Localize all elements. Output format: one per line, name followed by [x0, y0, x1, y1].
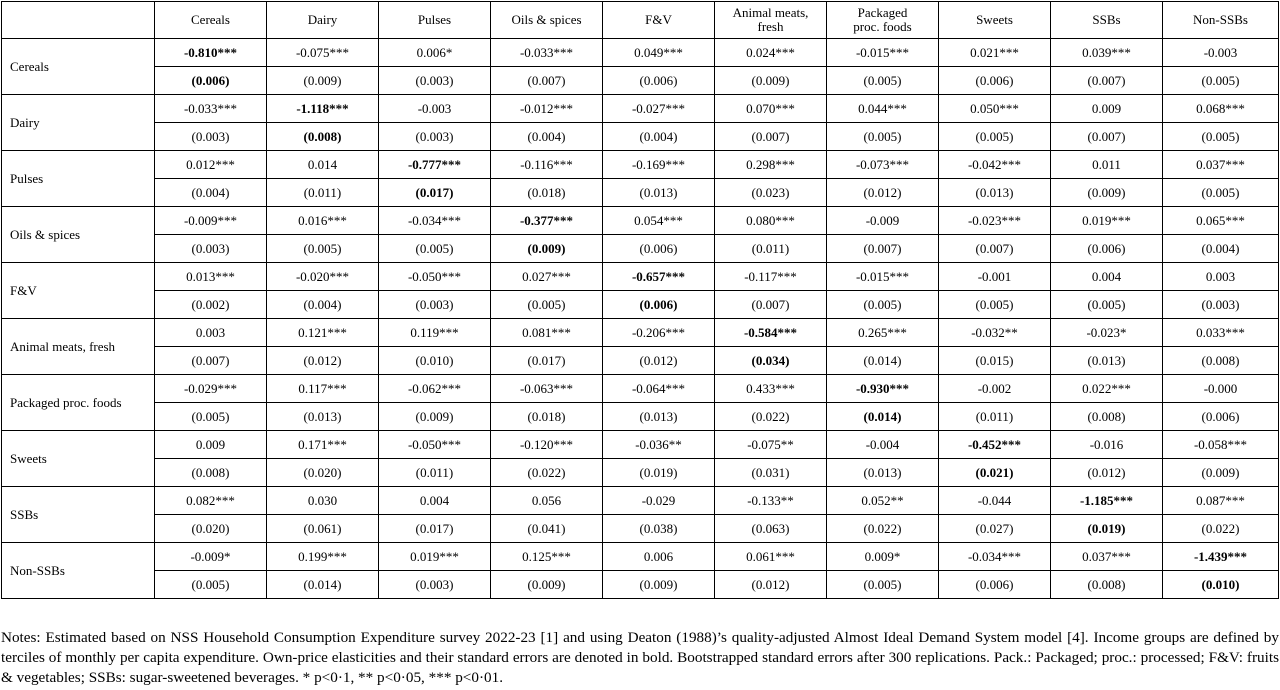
- std-error-cell: (0.003): [1163, 291, 1279, 319]
- std-error-cell: (0.006): [1163, 403, 1279, 431]
- estimate-cell: 0.009: [1051, 95, 1163, 123]
- estimate-cell: 0.016***: [267, 207, 379, 235]
- std-error-cell: (0.005): [155, 571, 267, 599]
- std-error-cell: (0.005): [827, 123, 939, 151]
- std-error-cell: (0.006): [603, 235, 715, 263]
- estimate-cell: -0.075**: [715, 431, 827, 459]
- estimate-cell: -1.439***: [1163, 543, 1279, 571]
- row-label: Pulses: [2, 151, 155, 207]
- std-error-cell: (0.031): [715, 459, 827, 487]
- std-error-cell: (0.003): [379, 291, 491, 319]
- estimate-cell: 0.009*: [827, 543, 939, 571]
- std-error-cell: (0.005): [1163, 123, 1279, 151]
- estimate-cell: 0.052**: [827, 487, 939, 515]
- estimate-cell: -0.062***: [379, 375, 491, 403]
- std-error-cell: (0.007): [715, 123, 827, 151]
- std-error-cell: (0.005): [827, 291, 939, 319]
- estimate-cell: -0.023***: [939, 207, 1051, 235]
- estimate-cell: 0.021***: [939, 39, 1051, 67]
- estimate-cell: 0.049***: [603, 39, 715, 67]
- table-row: [2, 235, 1279, 263]
- estimate-cell: -0.075***: [267, 39, 379, 67]
- estimate-cell: -0.003: [379, 95, 491, 123]
- row-label: F&V: [2, 263, 155, 319]
- header-row: [2, 2, 1279, 39]
- estimate-cell: -0.015***: [827, 263, 939, 291]
- std-error-cell: (0.014): [827, 403, 939, 431]
- row-label: Cereals: [2, 39, 155, 95]
- std-error-cell: (0.007): [491, 67, 603, 95]
- table-row: [2, 403, 1279, 431]
- std-error-cell: (0.017): [379, 179, 491, 207]
- column-header: Cereals: [155, 2, 267, 39]
- estimate-cell: -0.000: [1163, 375, 1279, 403]
- std-error-cell: (0.009): [267, 67, 379, 95]
- std-error-cell: (0.004): [1163, 235, 1279, 263]
- column-header: SSBs: [1051, 2, 1163, 39]
- estimate-cell: -0.657***: [603, 263, 715, 291]
- elasticity-table: [1, 1, 1279, 599]
- std-error-cell: (0.012): [267, 347, 379, 375]
- row-label: Animal meats, fresh: [2, 319, 155, 375]
- std-error-cell: (0.011): [939, 403, 1051, 431]
- estimate-cell: 0.080***: [715, 207, 827, 235]
- std-error-cell: (0.008): [267, 123, 379, 151]
- estimate-cell: -0.050***: [379, 263, 491, 291]
- estimate-cell: 0.033***: [1163, 319, 1279, 347]
- std-error-cell: (0.005): [491, 291, 603, 319]
- std-error-cell: (0.018): [491, 403, 603, 431]
- std-error-cell: (0.009): [1163, 459, 1279, 487]
- std-error-cell: (0.006): [155, 67, 267, 95]
- std-error-cell: (0.022): [715, 403, 827, 431]
- table-row: [2, 207, 1279, 235]
- estimate-cell: -0.033***: [155, 95, 267, 123]
- std-error-cell: (0.003): [155, 235, 267, 263]
- estimate-cell: 0.265***: [827, 319, 939, 347]
- std-error-cell: (0.022): [1163, 515, 1279, 543]
- estimate-cell: 0.117***: [267, 375, 379, 403]
- std-error-cell: (0.027): [939, 515, 1051, 543]
- row-label: Sweets: [2, 431, 155, 487]
- estimate-cell: 0.050***: [939, 95, 1051, 123]
- std-error-cell: (0.004): [267, 291, 379, 319]
- std-error-cell: (0.023): [715, 179, 827, 207]
- table-row: [2, 459, 1279, 487]
- std-error-cell: (0.041): [491, 515, 603, 543]
- std-error-cell: (0.002): [155, 291, 267, 319]
- std-error-cell: (0.061): [267, 515, 379, 543]
- estimate-cell: 0.054***: [603, 207, 715, 235]
- estimate-cell: -0.016: [1051, 431, 1163, 459]
- std-error-cell: (0.006): [939, 67, 1051, 95]
- column-header: Pulses: [379, 2, 491, 39]
- estimate-cell: -0.009: [827, 207, 939, 235]
- estimate-cell: 0.011: [1051, 151, 1163, 179]
- std-error-cell: (0.015): [939, 347, 1051, 375]
- estimate-cell: -0.377***: [491, 207, 603, 235]
- table-row: [2, 263, 1279, 291]
- estimate-cell: 0.433***: [715, 375, 827, 403]
- estimate-cell: -0.023*: [1051, 319, 1163, 347]
- std-error-cell: (0.005): [939, 291, 1051, 319]
- column-header: Sweets: [939, 2, 1051, 39]
- std-error-cell: (0.007): [827, 235, 939, 263]
- estimate-cell: -0.044: [939, 487, 1051, 515]
- std-error-cell: (0.005): [267, 235, 379, 263]
- estimate-cell: 0.171***: [267, 431, 379, 459]
- estimate-cell: 0.037***: [1163, 151, 1279, 179]
- std-error-cell: (0.063): [715, 515, 827, 543]
- estimate-cell: 0.039***: [1051, 39, 1163, 67]
- estimate-cell: 0.012***: [155, 151, 267, 179]
- std-error-cell: (0.018): [491, 179, 603, 207]
- std-error-cell: (0.005): [155, 403, 267, 431]
- table-row: [2, 571, 1279, 599]
- estimate-cell: -0.930***: [827, 375, 939, 403]
- estimate-cell: -0.810***: [155, 39, 267, 67]
- estimate-cell: 0.298***: [715, 151, 827, 179]
- estimate-cell: -0.064***: [603, 375, 715, 403]
- estimate-cell: 0.070***: [715, 95, 827, 123]
- table-row: [2, 431, 1279, 459]
- std-error-cell: (0.008): [155, 459, 267, 487]
- std-error-cell: (0.009): [1051, 179, 1163, 207]
- std-error-cell: (0.013): [939, 179, 1051, 207]
- estimate-cell: 0.022***: [1051, 375, 1163, 403]
- std-error-cell: (0.011): [267, 179, 379, 207]
- std-error-cell: (0.005): [379, 235, 491, 263]
- estimate-cell: -0.029: [603, 487, 715, 515]
- std-error-cell: (0.005): [1163, 67, 1279, 95]
- table-row: [2, 179, 1279, 207]
- estimate-cell: 0.013***: [155, 263, 267, 291]
- estimate-cell: -0.034***: [379, 207, 491, 235]
- std-error-cell: (0.006): [603, 291, 715, 319]
- std-error-cell: (0.003): [155, 123, 267, 151]
- std-error-cell: (0.022): [491, 459, 603, 487]
- std-error-cell: (0.005): [1163, 179, 1279, 207]
- table-row: [2, 319, 1279, 347]
- estimate-cell: -0.584***: [715, 319, 827, 347]
- estimate-cell: 0.024***: [715, 39, 827, 67]
- std-error-cell: (0.005): [827, 67, 939, 95]
- estimate-cell: -0.033***: [491, 39, 603, 67]
- estimate-cell: -0.001: [939, 263, 1051, 291]
- estimate-cell: -0.027***: [603, 95, 715, 123]
- std-error-cell: (0.007): [715, 291, 827, 319]
- table-row: [2, 487, 1279, 515]
- std-error-cell: (0.007): [155, 347, 267, 375]
- std-error-cell: (0.012): [1051, 459, 1163, 487]
- row-label: Non-SSBs: [2, 543, 155, 599]
- std-error-cell: (0.006): [939, 571, 1051, 599]
- std-error-cell: (0.010): [379, 347, 491, 375]
- std-error-cell: (0.007): [1051, 123, 1163, 151]
- estimate-cell: 0.082***: [155, 487, 267, 515]
- estimate-cell: -0.004: [827, 431, 939, 459]
- estimate-cell: -0.452***: [939, 431, 1051, 459]
- estimate-cell: -0.063***: [491, 375, 603, 403]
- table-row: [2, 347, 1279, 375]
- estimate-cell: -0.073***: [827, 151, 939, 179]
- std-error-cell: (0.022): [827, 515, 939, 543]
- estimate-cell: -0.009*: [155, 543, 267, 571]
- std-error-cell: (0.009): [379, 403, 491, 431]
- column-header: Oils & spices: [491, 2, 603, 39]
- estimate-cell: 0.027***: [491, 263, 603, 291]
- std-error-cell: (0.004): [603, 123, 715, 151]
- estimate-cell: -0.042***: [939, 151, 1051, 179]
- std-error-cell: (0.013): [267, 403, 379, 431]
- std-error-cell: (0.010): [1163, 571, 1279, 599]
- table-row: [2, 39, 1279, 67]
- std-error-cell: (0.003): [379, 123, 491, 151]
- std-error-cell: (0.005): [939, 123, 1051, 151]
- estimate-cell: -0.117***: [715, 263, 827, 291]
- std-error-cell: (0.017): [379, 515, 491, 543]
- column-header: Dairy: [267, 2, 379, 39]
- table-row: [2, 375, 1279, 403]
- estimate-cell: 0.125***: [491, 543, 603, 571]
- std-error-cell: (0.006): [603, 67, 715, 95]
- estimate-cell: 0.119***: [379, 319, 491, 347]
- estimate-cell: -0.020***: [267, 263, 379, 291]
- std-error-cell: (0.007): [1051, 67, 1163, 95]
- estimate-cell: 0.004: [379, 487, 491, 515]
- std-error-cell: (0.013): [827, 459, 939, 487]
- std-error-cell: (0.019): [1051, 515, 1163, 543]
- estimate-cell: -0.015***: [827, 39, 939, 67]
- estimate-cell: 0.044***: [827, 95, 939, 123]
- std-error-cell: (0.009): [491, 235, 603, 263]
- std-error-cell: (0.019): [603, 459, 715, 487]
- estimate-cell: -0.133**: [715, 487, 827, 515]
- estimate-cell: 0.081***: [491, 319, 603, 347]
- std-error-cell: (0.013): [603, 403, 715, 431]
- estimate-cell: -0.029***: [155, 375, 267, 403]
- std-error-cell: (0.011): [715, 235, 827, 263]
- std-error-cell: (0.021): [939, 459, 1051, 487]
- estimate-cell: 0.121***: [267, 319, 379, 347]
- column-header: Animal meats, fresh: [715, 2, 827, 39]
- std-error-cell: (0.003): [379, 571, 491, 599]
- estimate-cell: 0.003: [155, 319, 267, 347]
- std-error-cell: (0.004): [155, 179, 267, 207]
- estimate-cell: -0.012***: [491, 95, 603, 123]
- row-label: SSBs: [2, 487, 155, 543]
- std-error-cell: (0.008): [1051, 571, 1163, 599]
- estimate-cell: 0.006*: [379, 39, 491, 67]
- estimate-cell: -0.058***: [1163, 431, 1279, 459]
- estimate-cell: 0.030: [267, 487, 379, 515]
- estimate-cell: 0.009: [155, 431, 267, 459]
- std-error-cell: (0.008): [1051, 403, 1163, 431]
- column-header: F&V: [603, 2, 715, 39]
- estimate-cell: 0.006: [603, 543, 715, 571]
- table-row: [2, 543, 1279, 571]
- table-row: [2, 95, 1279, 123]
- estimate-cell: 0.004: [1051, 263, 1163, 291]
- std-error-cell: (0.013): [1051, 347, 1163, 375]
- estimate-cell: -0.032**: [939, 319, 1051, 347]
- estimate-cell: 0.061***: [715, 543, 827, 571]
- std-error-cell: (0.009): [491, 571, 603, 599]
- estimate-cell: 0.065***: [1163, 207, 1279, 235]
- std-error-cell: (0.012): [603, 347, 715, 375]
- std-error-cell: (0.012): [827, 179, 939, 207]
- std-error-cell: (0.005): [827, 571, 939, 599]
- estimate-cell: 0.014: [267, 151, 379, 179]
- std-error-cell: (0.020): [267, 459, 379, 487]
- estimate-cell: -0.206***: [603, 319, 715, 347]
- std-error-cell: (0.014): [267, 571, 379, 599]
- estimate-cell: -1.185***: [1051, 487, 1163, 515]
- std-error-cell: (0.006): [1051, 235, 1163, 263]
- std-error-cell: (0.034): [715, 347, 827, 375]
- estimate-cell: -0.120***: [491, 431, 603, 459]
- estimate-cell: -0.169***: [603, 151, 715, 179]
- std-error-cell: (0.020): [155, 515, 267, 543]
- table-row: [2, 67, 1279, 95]
- std-error-cell: (0.011): [379, 459, 491, 487]
- estimate-cell: 0.019***: [379, 543, 491, 571]
- estimate-cell: 0.019***: [1051, 207, 1163, 235]
- corner-cell: [2, 2, 155, 39]
- column-header: Packaged proc. foods: [827, 2, 939, 39]
- estimate-cell: -0.050***: [379, 431, 491, 459]
- table-row: [2, 515, 1279, 543]
- std-error-cell: (0.009): [715, 67, 827, 95]
- estimate-cell: -0.036**: [603, 431, 715, 459]
- std-error-cell: (0.017): [491, 347, 603, 375]
- std-error-cell: (0.005): [1051, 291, 1163, 319]
- estimate-cell: 0.003: [1163, 263, 1279, 291]
- estimate-cell: 0.068***: [1163, 95, 1279, 123]
- table-row: [2, 123, 1279, 151]
- std-error-cell: (0.038): [603, 515, 715, 543]
- estimate-cell: -0.002: [939, 375, 1051, 403]
- estimate-cell: -0.777***: [379, 151, 491, 179]
- std-error-cell: (0.009): [603, 571, 715, 599]
- estimate-cell: -0.116***: [491, 151, 603, 179]
- column-header: Non-SSBs: [1163, 2, 1279, 39]
- estimate-cell: 0.199***: [267, 543, 379, 571]
- std-error-cell: (0.012): [715, 571, 827, 599]
- estimate-cell: 0.056: [491, 487, 603, 515]
- table-row: [2, 151, 1279, 179]
- estimate-cell: 0.037***: [1051, 543, 1163, 571]
- estimate-cell: 0.087***: [1163, 487, 1279, 515]
- table-notes: [1, 628, 1279, 688]
- estimate-cell: -1.118***: [267, 95, 379, 123]
- std-error-cell: (0.007): [939, 235, 1051, 263]
- std-error-cell: (0.013): [603, 179, 715, 207]
- row-label: Packaged proc. foods: [2, 375, 155, 431]
- std-error-cell: (0.003): [379, 67, 491, 95]
- table-body: [2, 39, 1279, 599]
- estimate-cell: -0.003: [1163, 39, 1279, 67]
- std-error-cell: (0.014): [827, 347, 939, 375]
- estimate-cell: -0.034***: [939, 543, 1051, 571]
- std-error-cell: (0.004): [491, 123, 603, 151]
- estimate-cell: -0.009***: [155, 207, 267, 235]
- std-error-cell: (0.008): [1163, 347, 1279, 375]
- row-label: Oils & spices: [2, 207, 155, 263]
- row-label: Dairy: [2, 95, 155, 151]
- notes-text: Notes: Estimated based on NSS Household Consumption Expenditure survey 2022-23 [1] and using Deaton (1988)’s quality-adjusted Almost Ideal Demand System model [4]. Income groups are defined by terciles of monthly per capita expenditure. Own-price elasticities and their standard errors are denoted in bold. Bootstrapped standard errors after 300 replications. Pack.: Packaged; proc.: processed; F&V: fruits & vegetables; SSBs: sugar-sweetened beverages. * p<0·1, ** p<0·05, *** p<0·01.: [1, 629, 1279, 686]
- table-row: [2, 291, 1279, 319]
